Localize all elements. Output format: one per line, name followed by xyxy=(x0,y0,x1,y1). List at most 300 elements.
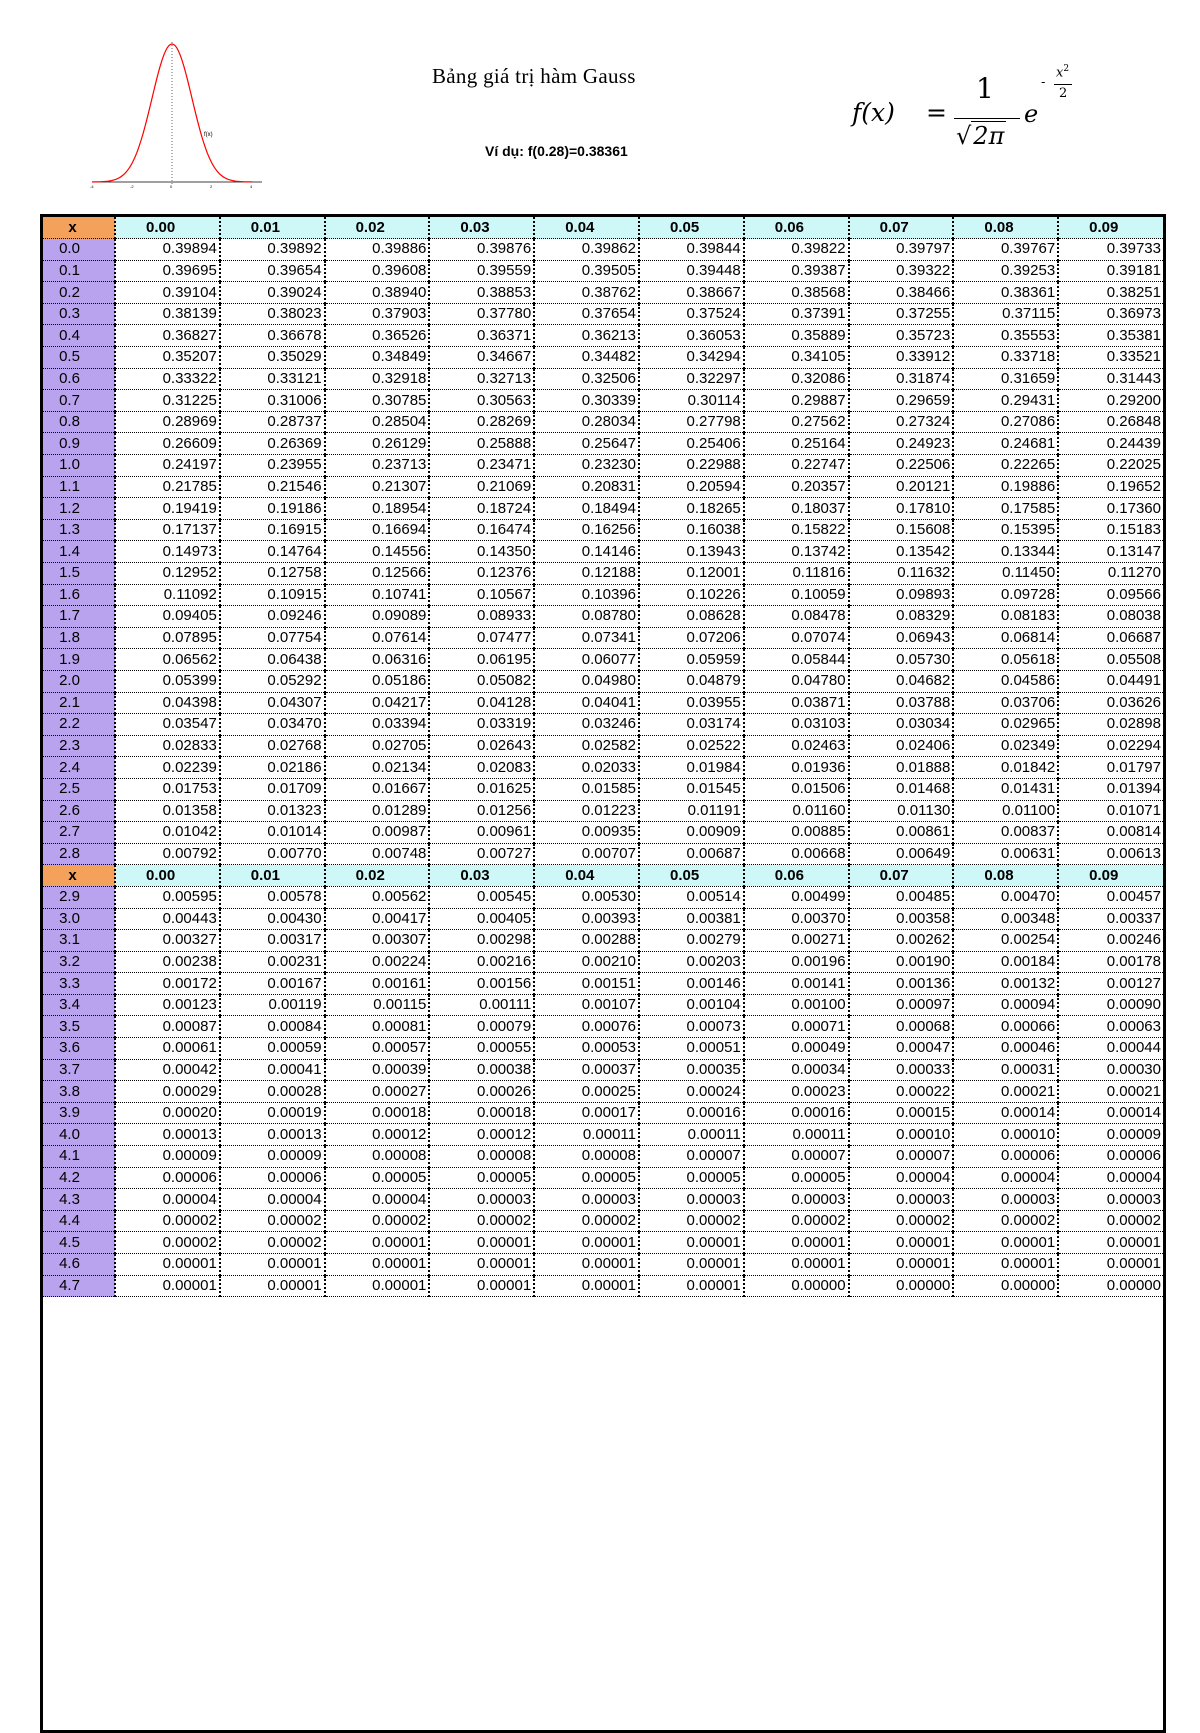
value-cell: 0.07754 xyxy=(220,627,325,649)
row-x-cell: 3.1 xyxy=(43,930,115,952)
value-cell: 0.01358 xyxy=(115,800,220,822)
value-cell: 0.00000 xyxy=(849,1275,954,1297)
value-cell: 0.00094 xyxy=(953,994,1058,1016)
value-cell: 0.00861 xyxy=(849,822,954,844)
value-cell: 0.00017 xyxy=(534,1102,639,1124)
row-x-cell: 0.3 xyxy=(43,303,115,325)
value-cell: 0.00010 xyxy=(953,1124,1058,1146)
value-cell: 0.21069 xyxy=(429,476,534,498)
value-cell: 0.00417 xyxy=(325,908,430,930)
value-cell: 0.04682 xyxy=(849,670,954,692)
value-cell: 0.00004 xyxy=(953,1167,1058,1189)
value-cell: 0.38667 xyxy=(639,282,744,304)
value-cell: 0.00196 xyxy=(744,951,849,973)
value-cell: 0.06195 xyxy=(429,649,534,671)
table-row xyxy=(43,1016,1163,1038)
value-cell: 0.33322 xyxy=(115,368,220,390)
value-cell: 0.31659 xyxy=(953,368,1058,390)
value-cell: 0.31006 xyxy=(220,390,325,412)
value-cell: 0.00018 xyxy=(429,1102,534,1124)
value-cell: 0.00707 xyxy=(534,843,639,865)
value-cell: 0.00002 xyxy=(325,1210,430,1232)
value-cell: 0.08628 xyxy=(639,606,744,628)
value-cell: 0.15183 xyxy=(1058,519,1163,541)
table-row xyxy=(43,994,1163,1016)
value-cell: 0.00002 xyxy=(220,1210,325,1232)
table-row xyxy=(43,1059,1163,1081)
value-cell: 0.00073 xyxy=(639,1016,744,1038)
value-cell: 0.00231 xyxy=(220,951,325,973)
column-header-cell: 0.09 xyxy=(1058,217,1163,239)
value-cell: 0.36213 xyxy=(534,325,639,347)
value-cell: 0.19652 xyxy=(1058,476,1163,498)
value-cell: 0.00631 xyxy=(953,843,1058,865)
value-cell: 0.00003 xyxy=(429,1189,534,1211)
value-cell: 0.00348 xyxy=(953,908,1058,930)
value-cell: 0.01014 xyxy=(220,822,325,844)
value-cell: 0.07477 xyxy=(429,627,534,649)
row-x-cell: 3.7 xyxy=(43,1059,115,1081)
value-cell: 0.14350 xyxy=(429,541,534,563)
value-cell: 0.28969 xyxy=(115,411,220,433)
value-cell: 0.00668 xyxy=(744,843,849,865)
value-cell: 0.39822 xyxy=(744,239,849,261)
value-cell: 0.38940 xyxy=(325,282,430,304)
table-row xyxy=(43,455,1163,477)
value-cell: 0.33121 xyxy=(220,368,325,390)
row-x-cell: 3.9 xyxy=(43,1102,115,1124)
column-header-cell: 0.08 xyxy=(953,865,1058,887)
value-cell: 0.13542 xyxy=(849,541,954,563)
value-cell: 0.02833 xyxy=(115,735,220,757)
value-cell: 0.01936 xyxy=(744,757,849,779)
row-x-cell: 2.7 xyxy=(43,822,115,844)
value-cell: 0.00022 xyxy=(849,1081,954,1103)
value-cell: 0.36827 xyxy=(115,325,220,347)
value-cell: 0.00146 xyxy=(639,973,744,995)
row-x-cell: 4.0 xyxy=(43,1124,115,1146)
value-cell: 0.04780 xyxy=(744,670,849,692)
value-cell: 0.38853 xyxy=(429,282,534,304)
value-cell: 0.01984 xyxy=(639,757,744,779)
row-x-cell: 1.5 xyxy=(43,563,115,585)
value-cell: 0.00044 xyxy=(1058,1038,1163,1060)
value-cell: 0.03394 xyxy=(325,714,430,736)
table-row xyxy=(43,606,1163,628)
value-cell: 0.00837 xyxy=(953,822,1058,844)
value-cell: 0.00001 xyxy=(639,1254,744,1276)
value-cell: 0.00814 xyxy=(1058,822,1163,844)
value-cell: 0.00224 xyxy=(325,951,430,973)
value-cell: 0.00030 xyxy=(1058,1059,1163,1081)
value-cell: 0.00087 xyxy=(115,1016,220,1038)
value-cell: 0.00012 xyxy=(429,1124,534,1146)
value-cell: 0.04307 xyxy=(220,692,325,714)
column-header-cell: 0.05 xyxy=(639,217,744,239)
value-cell: 0.00184 xyxy=(953,951,1058,973)
value-cell: 0.10915 xyxy=(220,584,325,606)
value-cell: 0.03319 xyxy=(429,714,534,736)
value-cell: 0.23471 xyxy=(429,455,534,477)
value-cell: 0.06687 xyxy=(1058,627,1163,649)
value-cell: 0.00003 xyxy=(849,1189,954,1211)
value-cell: 0.00370 xyxy=(744,908,849,930)
value-cell: 0.00001 xyxy=(534,1275,639,1297)
value-cell: 0.39024 xyxy=(220,282,325,304)
gauss-formula xyxy=(848,64,1098,170)
value-cell: 0.00008 xyxy=(534,1146,639,1168)
value-cell: 0.00047 xyxy=(849,1038,954,1060)
row-x-cell: 1.9 xyxy=(43,649,115,671)
value-cell: 0.00687 xyxy=(639,843,744,865)
value-cell: 0.06562 xyxy=(115,649,220,671)
value-cell: 0.00119 xyxy=(220,994,325,1016)
figure-x-tick-label: 2 xyxy=(210,184,213,189)
value-cell: 0.10741 xyxy=(325,584,430,606)
value-cell: 0.21785 xyxy=(115,476,220,498)
row-x-cell: 4.7 xyxy=(43,1275,115,1297)
value-cell: 0.38568 xyxy=(744,282,849,304)
value-cell: 0.00457 xyxy=(1058,886,1163,908)
value-cell: 0.00008 xyxy=(325,1146,430,1168)
row-x-cell: 1.6 xyxy=(43,584,115,606)
value-cell: 0.00039 xyxy=(325,1059,430,1081)
value-cell: 0.37255 xyxy=(849,303,954,325)
value-cell: 0.03626 xyxy=(1058,692,1163,714)
value-cell: 0.10567 xyxy=(429,584,534,606)
value-cell: 0.00178 xyxy=(1058,951,1163,973)
column-header-cell: 0.00 xyxy=(115,217,220,239)
value-cell: 0.00004 xyxy=(325,1189,430,1211)
value-cell: 0.37654 xyxy=(534,303,639,325)
value-cell: 0.05730 xyxy=(849,649,954,671)
value-cell: 0.12376 xyxy=(429,563,534,585)
value-cell: 0.01160 xyxy=(744,800,849,822)
value-cell: 0.00115 xyxy=(325,994,430,1016)
value-cell: 0.00111 xyxy=(429,994,534,1016)
value-cell: 0.09405 xyxy=(115,606,220,628)
value-cell: 0.00006 xyxy=(1058,1146,1163,1168)
value-cell: 0.00025 xyxy=(534,1081,639,1103)
value-cell: 0.00002 xyxy=(639,1210,744,1232)
value-cell: 0.26129 xyxy=(325,433,430,455)
value-cell: 0.00530 xyxy=(534,886,639,908)
value-cell: 0.00081 xyxy=(325,1016,430,1038)
value-cell: 0.00885 xyxy=(744,822,849,844)
value-cell: 0.00000 xyxy=(744,1275,849,1297)
value-cell: 0.04398 xyxy=(115,692,220,714)
value-cell: 0.25888 xyxy=(429,433,534,455)
value-cell: 0.02294 xyxy=(1058,735,1163,757)
table-row xyxy=(43,1232,1163,1254)
row-x-cell: 0.1 xyxy=(43,260,115,282)
example-text: Ví dụ: f(0.28)=0.38361 xyxy=(485,143,628,159)
value-cell: 0.00727 xyxy=(429,843,534,865)
row-x-cell: 1.2 xyxy=(43,498,115,520)
value-cell: 0.00009 xyxy=(115,1146,220,1168)
value-cell: 0.35029 xyxy=(220,347,325,369)
value-cell: 0.01100 xyxy=(953,800,1058,822)
value-cell: 0.00470 xyxy=(953,886,1058,908)
value-cell: 0.04586 xyxy=(953,670,1058,692)
value-cell: 0.16915 xyxy=(220,519,325,541)
value-cell: 0.06438 xyxy=(220,649,325,671)
value-cell: 0.00013 xyxy=(220,1124,325,1146)
row-x-cell: 3.5 xyxy=(43,1016,115,1038)
table-row xyxy=(43,843,1163,865)
value-cell: 0.00210 xyxy=(534,951,639,973)
row-x-cell: 1.1 xyxy=(43,476,115,498)
value-cell: 0.14764 xyxy=(220,541,325,563)
value-cell: 0.00002 xyxy=(429,1210,534,1232)
value-cell: 0.28504 xyxy=(325,411,430,433)
value-cell: 0.26369 xyxy=(220,433,325,455)
row-x-cell: 3.6 xyxy=(43,1038,115,1060)
value-cell: 0.00327 xyxy=(115,930,220,952)
value-cell: 0.03246 xyxy=(534,714,639,736)
table-row xyxy=(43,584,1163,606)
table-row xyxy=(43,1189,1163,1211)
value-cell: 0.12566 xyxy=(325,563,430,585)
value-cell: 0.00004 xyxy=(1058,1167,1163,1189)
value-cell: 0.00562 xyxy=(325,886,430,908)
value-cell: 0.00003 xyxy=(534,1189,639,1211)
value-cell: 0.00029 xyxy=(115,1081,220,1103)
value-cell: 0.30339 xyxy=(534,390,639,412)
value-cell: 0.00021 xyxy=(1058,1081,1163,1103)
value-cell: 0.00001 xyxy=(639,1232,744,1254)
value-cell: 0.36371 xyxy=(429,325,534,347)
value-cell: 0.00005 xyxy=(639,1167,744,1189)
value-cell: 0.32506 xyxy=(534,368,639,390)
formula-exp-power: 2 xyxy=(1063,64,1070,74)
table-row xyxy=(43,325,1163,347)
table-header-row xyxy=(43,217,1163,239)
value-cell: 0.27324 xyxy=(849,411,954,433)
value-cell: 0.08329 xyxy=(849,606,954,628)
column-header-cell: 0.04 xyxy=(534,217,639,239)
value-cell: 0.34849 xyxy=(325,347,430,369)
value-cell: 0.23955 xyxy=(220,455,325,477)
table-row xyxy=(43,714,1163,736)
value-cell: 0.00100 xyxy=(744,994,849,1016)
value-cell: 0.00002 xyxy=(953,1210,1058,1232)
value-cell: 0.03470 xyxy=(220,714,325,736)
value-cell: 0.01842 xyxy=(953,757,1058,779)
value-cell: 0.39767 xyxy=(953,239,1058,261)
value-cell: 0.08780 xyxy=(534,606,639,628)
value-cell: 0.02463 xyxy=(744,735,849,757)
value-cell: 0.00595 xyxy=(115,886,220,908)
value-cell: 0.08038 xyxy=(1058,606,1163,628)
value-cell: 0.00071 xyxy=(744,1016,849,1038)
value-cell: 0.00001 xyxy=(639,1275,744,1297)
value-cell: 0.00014 xyxy=(953,1102,1058,1124)
value-cell: 0.00001 xyxy=(325,1275,430,1297)
value-cell: 0.00003 xyxy=(953,1189,1058,1211)
value-cell: 0.00033 xyxy=(849,1059,954,1081)
row-x-cell: 0.6 xyxy=(43,368,115,390)
value-cell: 0.00514 xyxy=(639,886,744,908)
value-cell: 0.32713 xyxy=(429,368,534,390)
row-x-cell: 0.2 xyxy=(43,282,115,304)
value-cell: 0.00055 xyxy=(429,1038,534,1060)
value-cell: 0.15608 xyxy=(849,519,954,541)
value-cell: 0.39876 xyxy=(429,239,534,261)
value-cell: 0.37524 xyxy=(639,303,744,325)
value-cell: 0.00001 xyxy=(744,1254,849,1276)
value-cell: 0.00011 xyxy=(534,1124,639,1146)
formula-denominator: √2π xyxy=(956,122,1005,150)
row-x-cell: 0.9 xyxy=(43,433,115,455)
value-cell: 0.39654 xyxy=(220,260,325,282)
table-row xyxy=(43,822,1163,844)
value-cell: 0.00337 xyxy=(1058,908,1163,930)
row-x-cell: 4.1 xyxy=(43,1146,115,1168)
value-cell: 0.00262 xyxy=(849,930,954,952)
value-cell: 0.39695 xyxy=(115,260,220,282)
table-row xyxy=(43,649,1163,671)
value-cell: 0.00006 xyxy=(220,1167,325,1189)
value-cell: 0.00031 xyxy=(953,1059,1058,1081)
value-cell: 0.36678 xyxy=(220,325,325,347)
formula-exp-sign: - xyxy=(1041,75,1046,90)
value-cell: 0.02406 xyxy=(849,735,954,757)
table-row xyxy=(43,303,1163,325)
value-cell: 0.39844 xyxy=(639,239,744,261)
row-x-cell: 2.8 xyxy=(43,843,115,865)
formula-exp-numerator xyxy=(1056,64,1069,80)
value-cell: 0.15822 xyxy=(744,519,849,541)
value-cell: 0.22506 xyxy=(849,455,954,477)
value-cell: 0.37115 xyxy=(953,303,1058,325)
value-cell: 0.39894 xyxy=(115,239,220,261)
value-cell: 0.00001 xyxy=(429,1275,534,1297)
gauss-curve-line xyxy=(92,44,252,182)
value-cell: 0.39387 xyxy=(744,260,849,282)
table-row xyxy=(43,670,1163,692)
row-x-cell: 4.4 xyxy=(43,1210,115,1232)
value-cell: 0.00001 xyxy=(953,1254,1058,1276)
value-cell: 0.00909 xyxy=(639,822,744,844)
figure-x-tick-label: -2 xyxy=(130,184,134,189)
figure-x-tick-label: 0 xyxy=(170,184,173,189)
value-cell: 0.01042 xyxy=(115,822,220,844)
value-cell: 0.35381 xyxy=(1058,325,1163,347)
row-x-cell: 0.4 xyxy=(43,325,115,347)
value-cell: 0.00002 xyxy=(1058,1210,1163,1232)
value-cell: 0.03103 xyxy=(744,714,849,736)
value-cell: 0.00000 xyxy=(953,1275,1058,1297)
table-row xyxy=(43,692,1163,714)
value-cell: 0.00018 xyxy=(325,1102,430,1124)
value-cell: 0.00015 xyxy=(849,1102,954,1124)
value-cell: 0.18494 xyxy=(534,498,639,520)
column-header-cell: 0.06 xyxy=(744,217,849,239)
value-cell: 0.02239 xyxy=(115,757,220,779)
value-cell: 0.18265 xyxy=(639,498,744,520)
value-cell: 0.00024 xyxy=(639,1081,744,1103)
value-cell: 0.22747 xyxy=(744,455,849,477)
value-cell: 0.22265 xyxy=(953,455,1058,477)
value-cell: 0.02349 xyxy=(953,735,1058,757)
value-cell: 0.00172 xyxy=(115,973,220,995)
value-cell: 0.00090 xyxy=(1058,994,1163,1016)
value-cell: 0.25647 xyxy=(534,433,639,455)
row-x-cell: 0.5 xyxy=(43,347,115,369)
value-cell: 0.00005 xyxy=(534,1167,639,1189)
value-cell: 0.01797 xyxy=(1058,757,1163,779)
value-cell: 0.06316 xyxy=(325,649,430,671)
value-cell: 0.00019 xyxy=(220,1102,325,1124)
value-cell: 0.00005 xyxy=(744,1167,849,1189)
value-cell: 0.00001 xyxy=(534,1254,639,1276)
value-cell: 0.16038 xyxy=(639,519,744,541)
value-cell: 0.38466 xyxy=(849,282,954,304)
value-cell: 0.03955 xyxy=(639,692,744,714)
value-cell: 0.00987 xyxy=(325,822,430,844)
table-row xyxy=(43,368,1163,390)
value-cell: 0.05082 xyxy=(429,670,534,692)
column-header-cell: 0.07 xyxy=(849,217,954,239)
row-x-cell: 4.5 xyxy=(43,1232,115,1254)
value-cell: 0.00499 xyxy=(744,886,849,908)
row-x-cell: 2.4 xyxy=(43,757,115,779)
value-cell: 0.02083 xyxy=(429,757,534,779)
value-cell: 0.00001 xyxy=(220,1275,325,1297)
value-cell: 0.02522 xyxy=(639,735,744,757)
value-cell: 0.00004 xyxy=(115,1189,220,1211)
value-cell: 0.00027 xyxy=(325,1081,430,1103)
value-cell: 0.16474 xyxy=(429,519,534,541)
value-cell: 0.39733 xyxy=(1058,239,1163,261)
table-row xyxy=(43,973,1163,995)
value-cell: 0.39505 xyxy=(534,260,639,282)
table-row xyxy=(43,778,1163,800)
value-cell: 0.01191 xyxy=(639,800,744,822)
value-cell: 0.24197 xyxy=(115,455,220,477)
value-cell: 0.15395 xyxy=(953,519,1058,541)
value-cell: 0.07341 xyxy=(534,627,639,649)
table-row xyxy=(43,908,1163,930)
value-cell: 0.00008 xyxy=(429,1146,534,1168)
value-cell: 0.00430 xyxy=(220,908,325,930)
value-cell: 0.23713 xyxy=(325,455,430,477)
value-cell: 0.00001 xyxy=(744,1232,849,1254)
value-cell: 0.00002 xyxy=(534,1210,639,1232)
value-cell: 0.00961 xyxy=(429,822,534,844)
value-cell: 0.00002 xyxy=(220,1232,325,1254)
value-cell: 0.12188 xyxy=(534,563,639,585)
row-x-cell: 2.9 xyxy=(43,886,115,908)
value-cell: 0.00001 xyxy=(1058,1232,1163,1254)
value-cell: 0.09893 xyxy=(849,584,954,606)
value-cell: 0.13147 xyxy=(1058,541,1163,563)
value-cell: 0.00307 xyxy=(325,930,430,952)
value-cell: 0.01394 xyxy=(1058,778,1163,800)
value-cell: 0.26848 xyxy=(1058,411,1163,433)
value-cell: 0.00020 xyxy=(115,1102,220,1124)
table-row xyxy=(43,757,1163,779)
value-cell: 0.39448 xyxy=(639,260,744,282)
value-cell: 0.00013 xyxy=(115,1124,220,1146)
value-cell: 0.39892 xyxy=(220,239,325,261)
value-cell: 0.03871 xyxy=(744,692,849,714)
value-cell: 0.00393 xyxy=(534,908,639,930)
column-header-cell: 0.09 xyxy=(1058,865,1163,887)
column-header-cell: 0.03 xyxy=(429,217,534,239)
value-cell: 0.13943 xyxy=(639,541,744,563)
